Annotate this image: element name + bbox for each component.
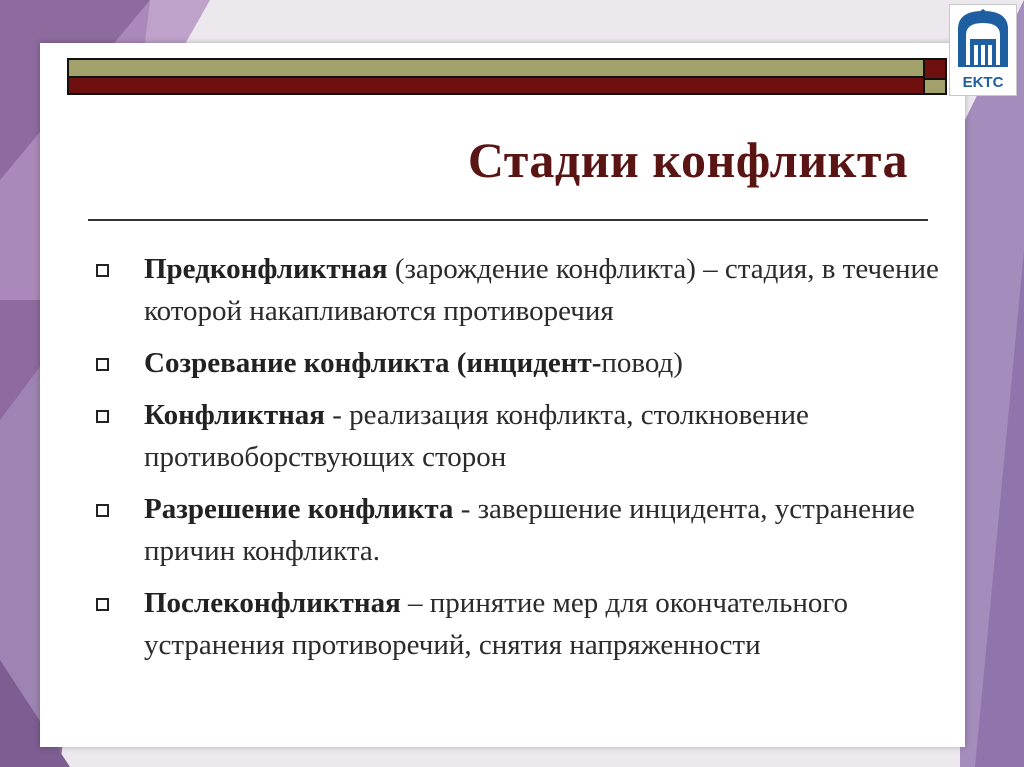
header-bar-olive (67, 58, 923, 78)
item-description: – принятие мер для окончательного устранения противоречий, снятия напряженности (144, 587, 849, 661)
item-term: Послеконфликтная (144, 587, 401, 619)
university-logo (949, 4, 1017, 96)
square-bullet-icon (96, 410, 109, 423)
item-term: Конфликтная (144, 399, 325, 431)
stages-list (96, 248, 946, 676)
item-description: повод) (601, 347, 683, 379)
list-item (96, 248, 946, 332)
list-item (96, 488, 946, 572)
item-term: Созревание конфликта (инцидент- (144, 347, 602, 379)
square-bullet-icon (96, 504, 109, 517)
university-emblem-icon (950, 5, 1016, 77)
list-item (96, 394, 946, 478)
square-bullet-icon (96, 598, 109, 611)
header-square-olive (923, 80, 947, 95)
item-description: - реализация конфликта, столкновение противоборствующих сторон (144, 399, 809, 473)
square-bullet-icon (96, 264, 109, 277)
slide-title: Стадии конфликта (467, 132, 908, 188)
title-divider (88, 219, 928, 221)
item-term: Предконфликтная (144, 253, 388, 285)
item-description: - завершение инцидента, устранение причин конфликта. (144, 493, 915, 567)
list-item (96, 582, 946, 666)
slide-panel (40, 43, 965, 747)
header-bar-maroon (67, 78, 923, 95)
item-term: Разрешение конфликта (144, 493, 454, 525)
item-description: (зарождение конфликта) – стадия, в течение которой накапливаются противоречия (144, 253, 939, 327)
square-bullet-icon (96, 358, 109, 371)
list-item (96, 342, 946, 384)
header-square-maroon (923, 58, 947, 80)
logo-text: EKTC (962, 74, 1004, 91)
